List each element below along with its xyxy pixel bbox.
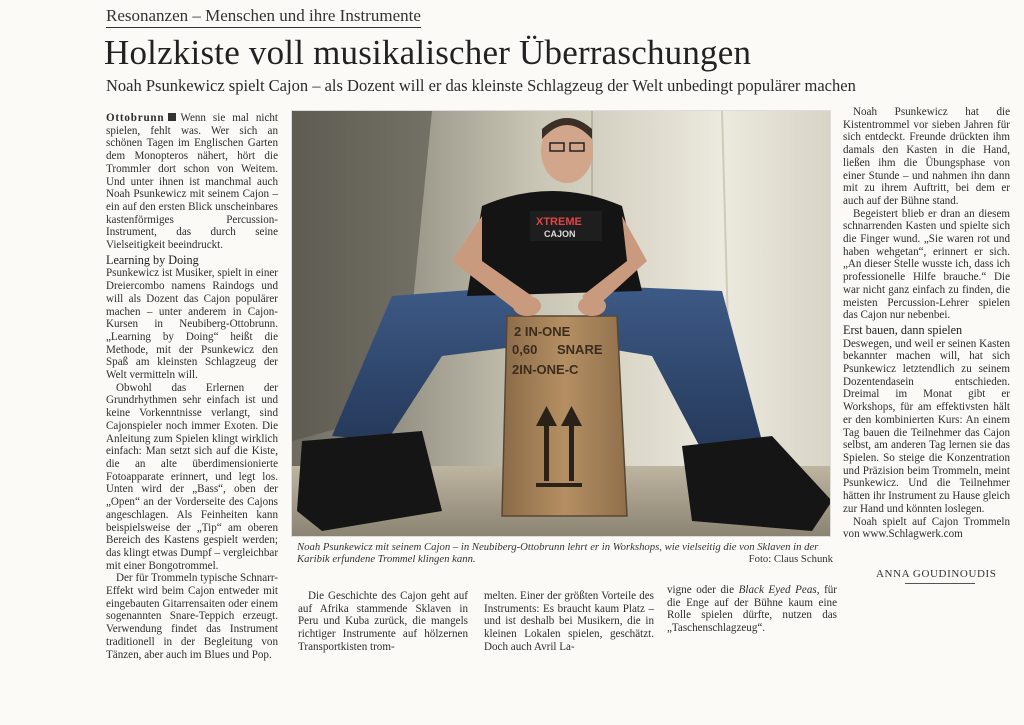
- paragraph-history: Die Geschichte des Cajon geht auf auf Afrika stammende Sklaven in Peru und Kuba zurück, die mangels richtiger Instrumente auf hölzernen Transportkisten trom-: [298, 590, 468, 653]
- caption-text: Noah Psunkewicz mit seinem Cajon – in Neubiberg-Ottobrunn lehrt er in Workshops, wie vielseitig die von Sklaven in der Karibik erfundene Trommel klingen kann.: [297, 541, 819, 566]
- column-right: [843, 106, 1010, 541]
- box-label-2: SNARE: [557, 342, 603, 357]
- paragraph-1: [106, 112, 278, 252]
- author-divider: [905, 583, 975, 584]
- box-label-4: 2IN-ONE-C: [512, 362, 579, 377]
- subheading-learning: Learning by Doing: [106, 252, 199, 267]
- photo-credit: Foto: Claus Schunk: [748, 553, 833, 566]
- dateline-square-icon: [168, 113, 176, 121]
- paragraph-advantages: melten. Einer der größten Vorteile des Instruments: Es braucht kaum Platz – und ist deshalb bei Musikern, die in kleinen Lokalen spielen, geschätzt. Doch auch Avril La-: [484, 590, 654, 653]
- paragraph-2: Psunkewicz ist Musiker, spielt in einer Dreiercombo namens Raindogs und will als Dozent das Cajon populärer machen – unter anderem in Cajon-Kursen in Neubiberg-Ottobrunn. „Learning by Doing“ heißt die Methode, mit der Psunkewicz den Spaß am kleinsten Schlagzeug der Welt vermitteln will.: [106, 267, 278, 382]
- paragraph-r2: Begeistert blieb er dran an diesem schnarrenden Kasten und spielte sich die Finger wund. „Sie waren rot und haben wehgetan“, erinnert er sich. „An dieser Stelle wusste ich, dass ich professionelle Hilfe brauche.“ Die war nicht ganz einfach zu finden, die meisten Percussion-Lehrer spielen das Cajon nur nebenbei.: [843, 207, 1010, 322]
- box-label-1: 2 IN-ONE: [514, 324, 571, 339]
- article-subhead: Noah Psunkewicz spielt Cajon – als Dozent will er das kleinste Schlagzeug der Welt unbedingt populärer machen: [106, 76, 856, 95]
- bands-after: , für die Enge auf der Bühne kaum eine Rolle spielen dürfte, nutzen das „Taschenschlagzeug“.: [667, 584, 838, 635]
- bands-before: vigne oder die: [667, 584, 739, 596]
- photo-caption: [297, 541, 833, 565]
- dateline: Ottobrunn: [106, 112, 165, 124]
- shirt-logo-text: XTREME: [536, 216, 582, 228]
- paragraph-4: Der für Trommeln typische Schnarr-Effekt wird beim Cajon entweder mit eingebauten Gitarrensaiten oder einem sogenannten Snare-Teppich erzeugt. Verwendung findet das Instrument traditionell in der Begleitung von Tänzen, aber auch im Blues und Pop.: [106, 572, 278, 661]
- paragraph-bands: [667, 584, 837, 635]
- paragraph-r4: Noah spielt auf Cajon Trommeln von www.Schlagwerk.com: [843, 515, 1010, 541]
- paragraph-r3: Deswegen, und weil er seinen Kasten bekannter machen will, hat sich Psunkewicz letztendlich zu seinem Dozentendasein entschieden. Dreimal im Monat gibt er Workshops, für am effektivsten hält er den kombinierten Kurs: An einem Tag bauen die Teilnehmer das Cajon selbst, am anderen Tag lernen sie das Spielen. So steige die Konzentration und Präzision beim Trommeln, meint Psunkewicz. Und die Teilnehmer hätten ihr Instrument zu Hause gleich zur Hand und könnten loslegen.: [843, 337, 1010, 515]
- band-name: Black Eyed Peas: [738, 584, 817, 596]
- paragraph-r1: Noah Psunkewicz hat die Kistentrommel vor sieben Jahren für sich entdeckt. Freunde drückten ihm damals den Kasten in die Hand, ließen ihm die Übungsphase von einer Stunde – und nahmen ihn dann mit zu ihrem Auftritt, bei dem er auch auf der Bühne stand.: [843, 106, 1010, 207]
- shirt-logo-subtext: CAJON: [544, 229, 576, 239]
- paragraph-3: Obwohl das Erlernen der Grundrhythmen sehr einfach ist und keine Vorkenntnisse verlangt, sind Cajonspieler noch immer Exoten. Die Anleitung zum Spielen klingt wirklich einfach: Man setzt sich auf die Kiste, die an alte überdimensionierte Fotoapparate erinnert, und legt los. Unten wird der „Bass“, oben der „Open“ an der Vorderseite des Cajons angeschlagen. Als Feinheiten kann beispielsweise der „Tip“ am oberen Bereich des Kastens gespielt werden; das klingt etwas Dumpf – vergleichbar mit einer Bongotrommel.: [106, 381, 279, 572]
- column-left: [106, 112, 278, 661]
- article-headline: Holzkiste voll musikalischer Überraschungen: [104, 33, 752, 72]
- column-bottom-3: [667, 584, 837, 635]
- column-bottom-1: [298, 590, 468, 654]
- section-kicker: Resonanzen – Menschen und ihre Instrumente: [106, 6, 421, 28]
- article-photo: [291, 110, 831, 537]
- author-name: ANNA GOUDINOUDIS: [876, 568, 997, 580]
- paragraph-1-text: Wenn sie mal nicht spielen, fehlt was. Wer sich an schönen Tagen im Englischen Garten dem Monopteros nähert, hört die Trommler dort schon von Weitem. Und unter ihnen ist manchmal auch Noah Psunkewicz mit seinem Cajon – ein auf den ersten Blick unscheinbares kastenförmiges Percussion-Instrument, das durch seine Vielseitigkeit beeindruckt.: [106, 112, 278, 252]
- box-label-3: 0,60: [512, 342, 538, 357]
- column-bottom-2: [484, 590, 654, 654]
- subheading-build: Erst bauen, dann spielen: [843, 322, 963, 337]
